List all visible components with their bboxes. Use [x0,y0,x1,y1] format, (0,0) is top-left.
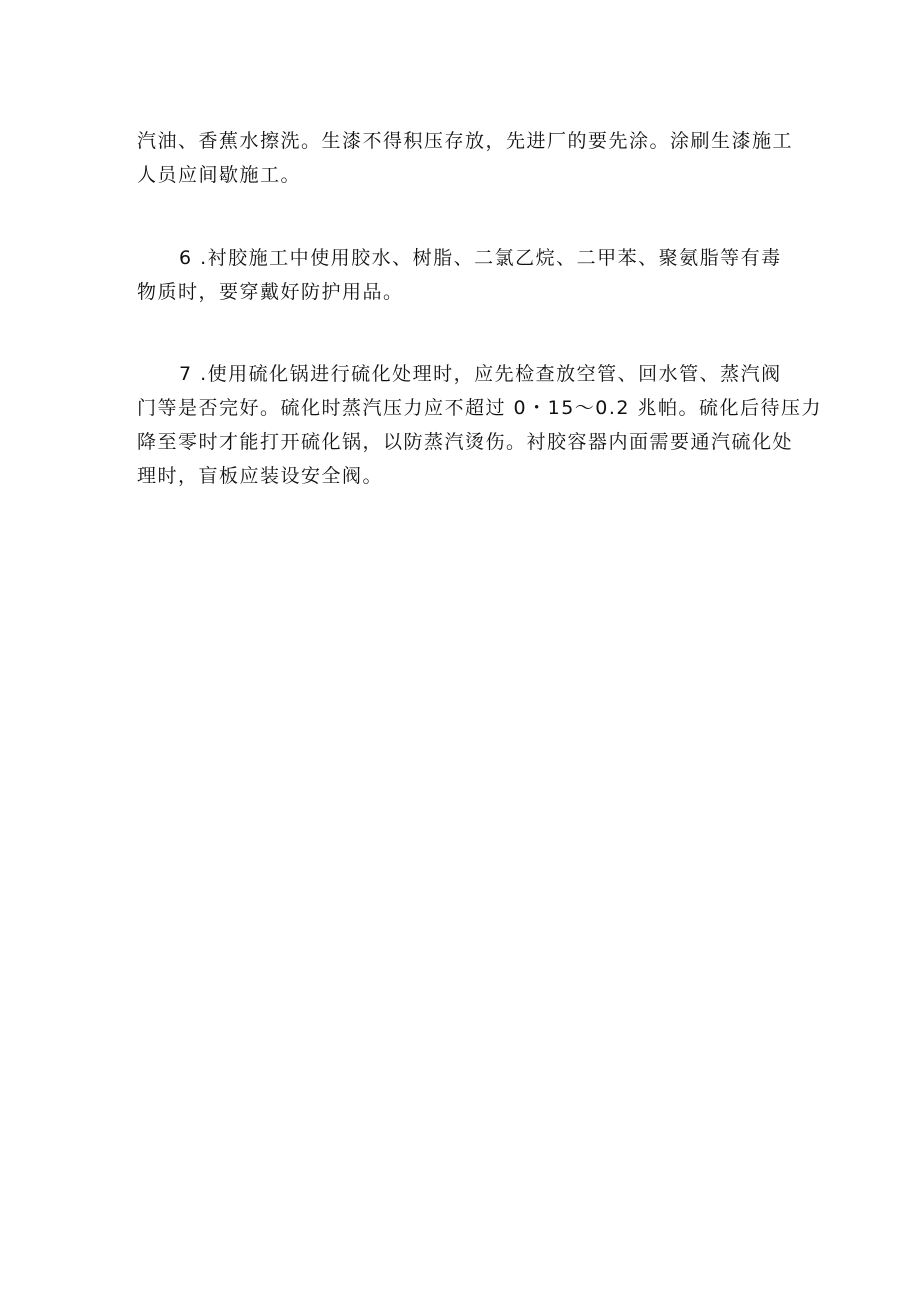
paragraph-line: 汽油、香蕉水擦洗。生漆不得积压存放，先进厂的要先涂。涂刷生漆施工 [137,130,794,152]
paragraph-line: 理时，盲板应装设安全阀。 [137,465,384,487]
paragraph-line: 门等是否完好。硫化时蒸汽压力应不超过 0・15～0.2 兆帕。硫化后待压力 [137,397,823,419]
paragraph-line: 6 .衬胶施工中使用胶水、树脂、二氯乙烷、二甲苯、聚氨脂等有毒 [179,247,782,269]
paragraph-item-7 [137,357,823,493]
paragraph-item-6 [137,241,787,309]
paragraph-line: 降至零时才能打开硫化锅，以防蒸汽烫伤。衬胶容器内面需要通汽硫化处 [137,431,794,453]
paragraph-line: 物质时，要穿戴好防护用品。 [137,281,404,303]
paragraph-painting-continuation [137,124,794,192]
paragraph-line: 人员应间歇施工。 [137,164,302,186]
paragraph-line: 7 .使用硫化锅进行硫化处理时，应先检查放空管、回水管、蒸汽阀 [179,363,782,385]
